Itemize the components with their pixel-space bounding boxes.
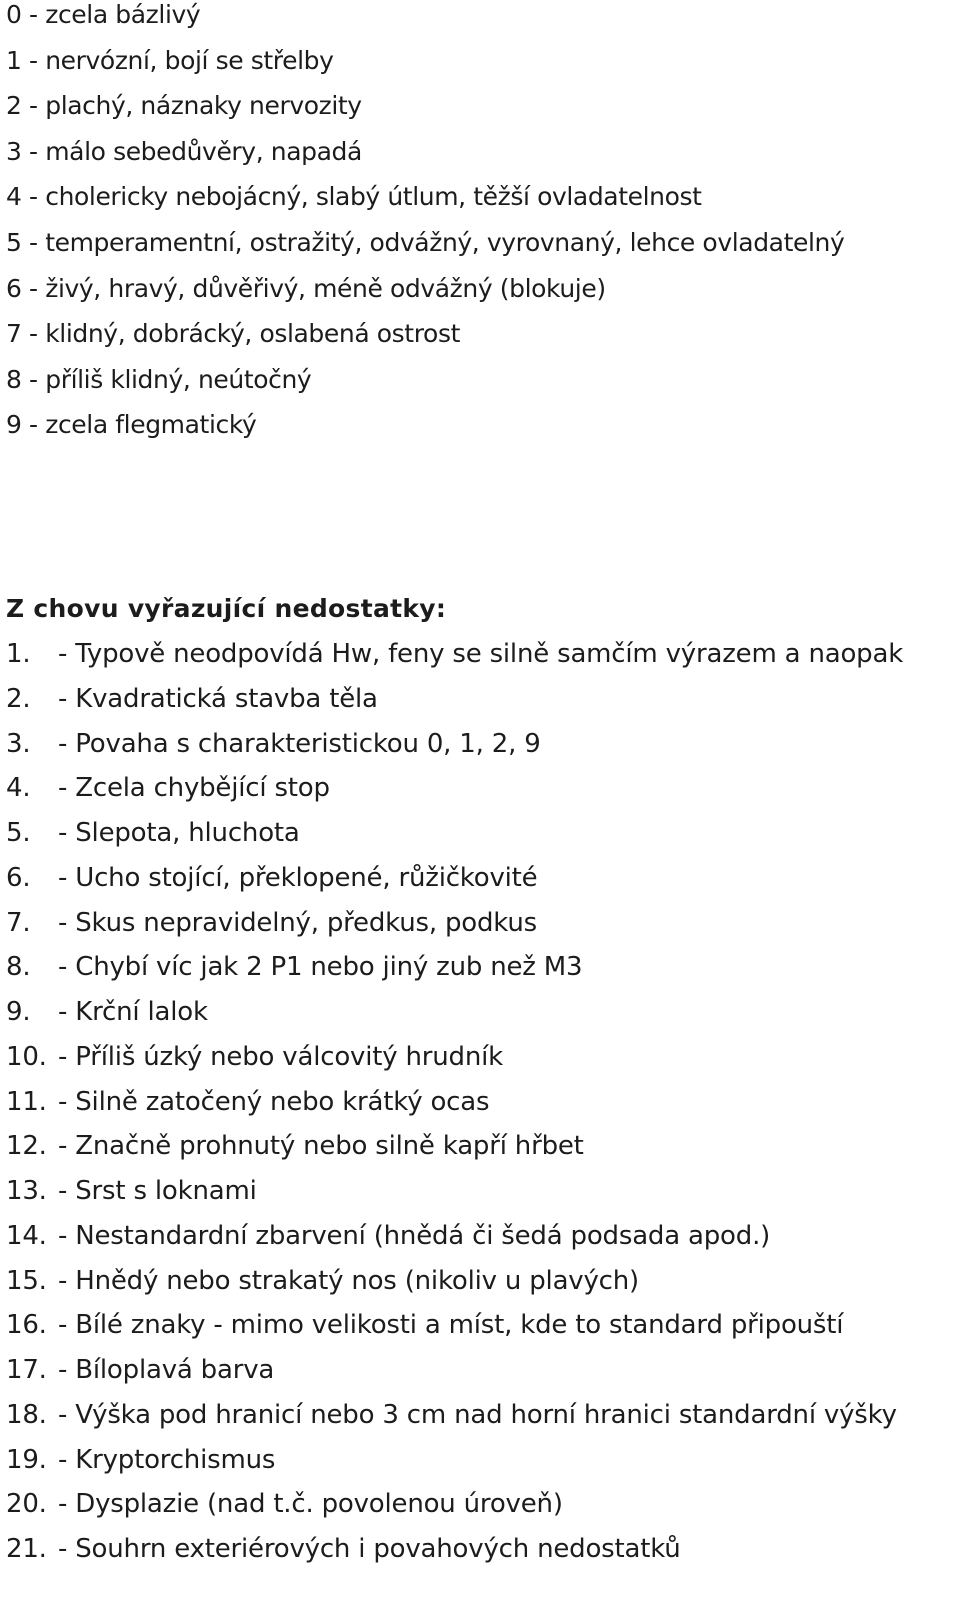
list-item — [6, 677, 903, 722]
item-text: - Bílé znaky - mimo velikosti a míst, kde to standard připouští — [58, 1310, 844, 1341]
item-text: - Příliš úzký nebo válcovitý hrudník — [58, 1041, 504, 1072]
item-number: 1. — [6, 639, 31, 669]
list-item — [6, 1035, 903, 1080]
item-text: - Výška pod hranicí nebo 3 cm nad horní hranici standardní výšky — [58, 1399, 897, 1430]
item-number: 11. — [6, 1086, 47, 1117]
item-text: - Souhrn exteriérových i povahových nedostatků — [58, 1534, 681, 1564]
list-item — [6, 990, 903, 1035]
item-number: 4. — [6, 773, 31, 804]
item-number: 7. — [6, 907, 31, 938]
item-text: - Dysplazie (nad t.č. povolenou úroveň) — [58, 1489, 563, 1520]
item-number: 12. — [6, 1131, 47, 1162]
item-text: - Chybí víc jak 2 P1 nebo jiný zub než M3 — [58, 952, 583, 983]
item-number: 3. — [6, 728, 31, 759]
item-number: 20. — [6, 1489, 47, 1520]
list-item — [6, 856, 903, 901]
list-item — [6, 1124, 903, 1169]
list-item: 4 - cholericky nebojácný, slabý útlum, těžší ovladatelnost — [6, 182, 702, 212]
item-number: 14. — [6, 1220, 47, 1251]
list-item — [6, 1482, 903, 1527]
item-number: 21. — [6, 1534, 47, 1564]
list-item — [6, 1303, 903, 1348]
list-item — [6, 1259, 903, 1304]
disqualifying-defects-list — [6, 632, 903, 1572]
item-number: 9. — [6, 997, 31, 1027]
list-item — [6, 1527, 903, 1572]
list-item: 6 - živý, hravý, důvěřivý, méně odvážný (blokuje) — [6, 273, 606, 303]
item-text: - Bíloplavá barva — [58, 1355, 275, 1385]
item-text: - Srst s loknami — [58, 1176, 257, 1206]
item-text: - Kryptorchismus — [58, 1444, 276, 1475]
item-text: - Skus nepravidelný, předkus, podkus — [58, 907, 537, 938]
list-item — [6, 901, 903, 946]
temperament-scale-list — [6, 0, 844, 448]
item-text: - Povaha s charakteristickou 0, 1, 2, 9 — [58, 728, 541, 759]
list-item — [6, 945, 903, 990]
item-text: - Typově neodpovídá Hw, feny se silně samčím výrazem a naopak — [58, 639, 904, 669]
list-item — [6, 811, 903, 856]
list-item — [6, 1080, 903, 1125]
item-number: 13. — [6, 1176, 47, 1206]
item-number: 17. — [6, 1355, 47, 1385]
item-text: - Kvadratická stavba těla — [58, 683, 378, 714]
list-item: 8 - příliš klidný, neútočný — [6, 364, 312, 394]
item-text: - Hnědý nebo strakatý nos (nikoliv u plavých) — [58, 1265, 639, 1296]
item-text: - Nestandardní zbarvení (hnědá či šedá podsada apod.) — [58, 1220, 771, 1251]
item-text: - Značně prohnutý nebo silně kapří hřbet — [58, 1131, 584, 1162]
list-item — [6, 766, 903, 811]
list-item: 3 - málo sebedůvěry, napadá — [6, 136, 362, 166]
item-number: 8. — [6, 952, 31, 983]
item-number: 2. — [6, 683, 31, 714]
item-text: - Ucho stojící, překlopené, růžičkovité — [58, 862, 538, 893]
item-number: 6. — [6, 862, 31, 893]
list-item — [6, 632, 903, 677]
list-item — [6, 722, 903, 767]
item-number: 19. — [6, 1444, 47, 1475]
item-text: - Krční lalok — [58, 997, 208, 1027]
item-text: - Silně zatočený nebo krátký ocas — [58, 1086, 490, 1117]
list-item: 0 - zcela bázlivý — [6, 0, 201, 29]
item-number: 16. — [6, 1310, 47, 1341]
list-item: 1 - nervózní, bojí se střelby — [6, 45, 334, 75]
list-item — [6, 1169, 903, 1214]
list-item: 7 - klidný, dobrácký, oslabená ostrost — [6, 319, 460, 349]
section-heading: Z chovu vyřazující nedostatky: — [6, 594, 447, 623]
list-item: 2 - plachý, náznaky nervozity — [6, 91, 362, 121]
item-number: 15. — [6, 1265, 47, 1296]
list-item — [6, 1214, 903, 1259]
item-number: 5. — [6, 818, 31, 848]
list-item: 9 - zcela flegmatický — [6, 410, 257, 440]
list-item — [6, 1348, 903, 1393]
list-item — [6, 1393, 903, 1438]
item-number: 10. — [6, 1041, 47, 1072]
item-text: - Slepota, hluchota — [58, 818, 300, 848]
list-item — [6, 1438, 903, 1483]
list-item: 5 - temperamentní, ostražitý, odvážný, vyrovnaný, lehce ovladatelný — [6, 227, 845, 257]
item-text: - Zcela chybějící stop — [58, 773, 330, 804]
item-number: 18. — [6, 1399, 47, 1430]
